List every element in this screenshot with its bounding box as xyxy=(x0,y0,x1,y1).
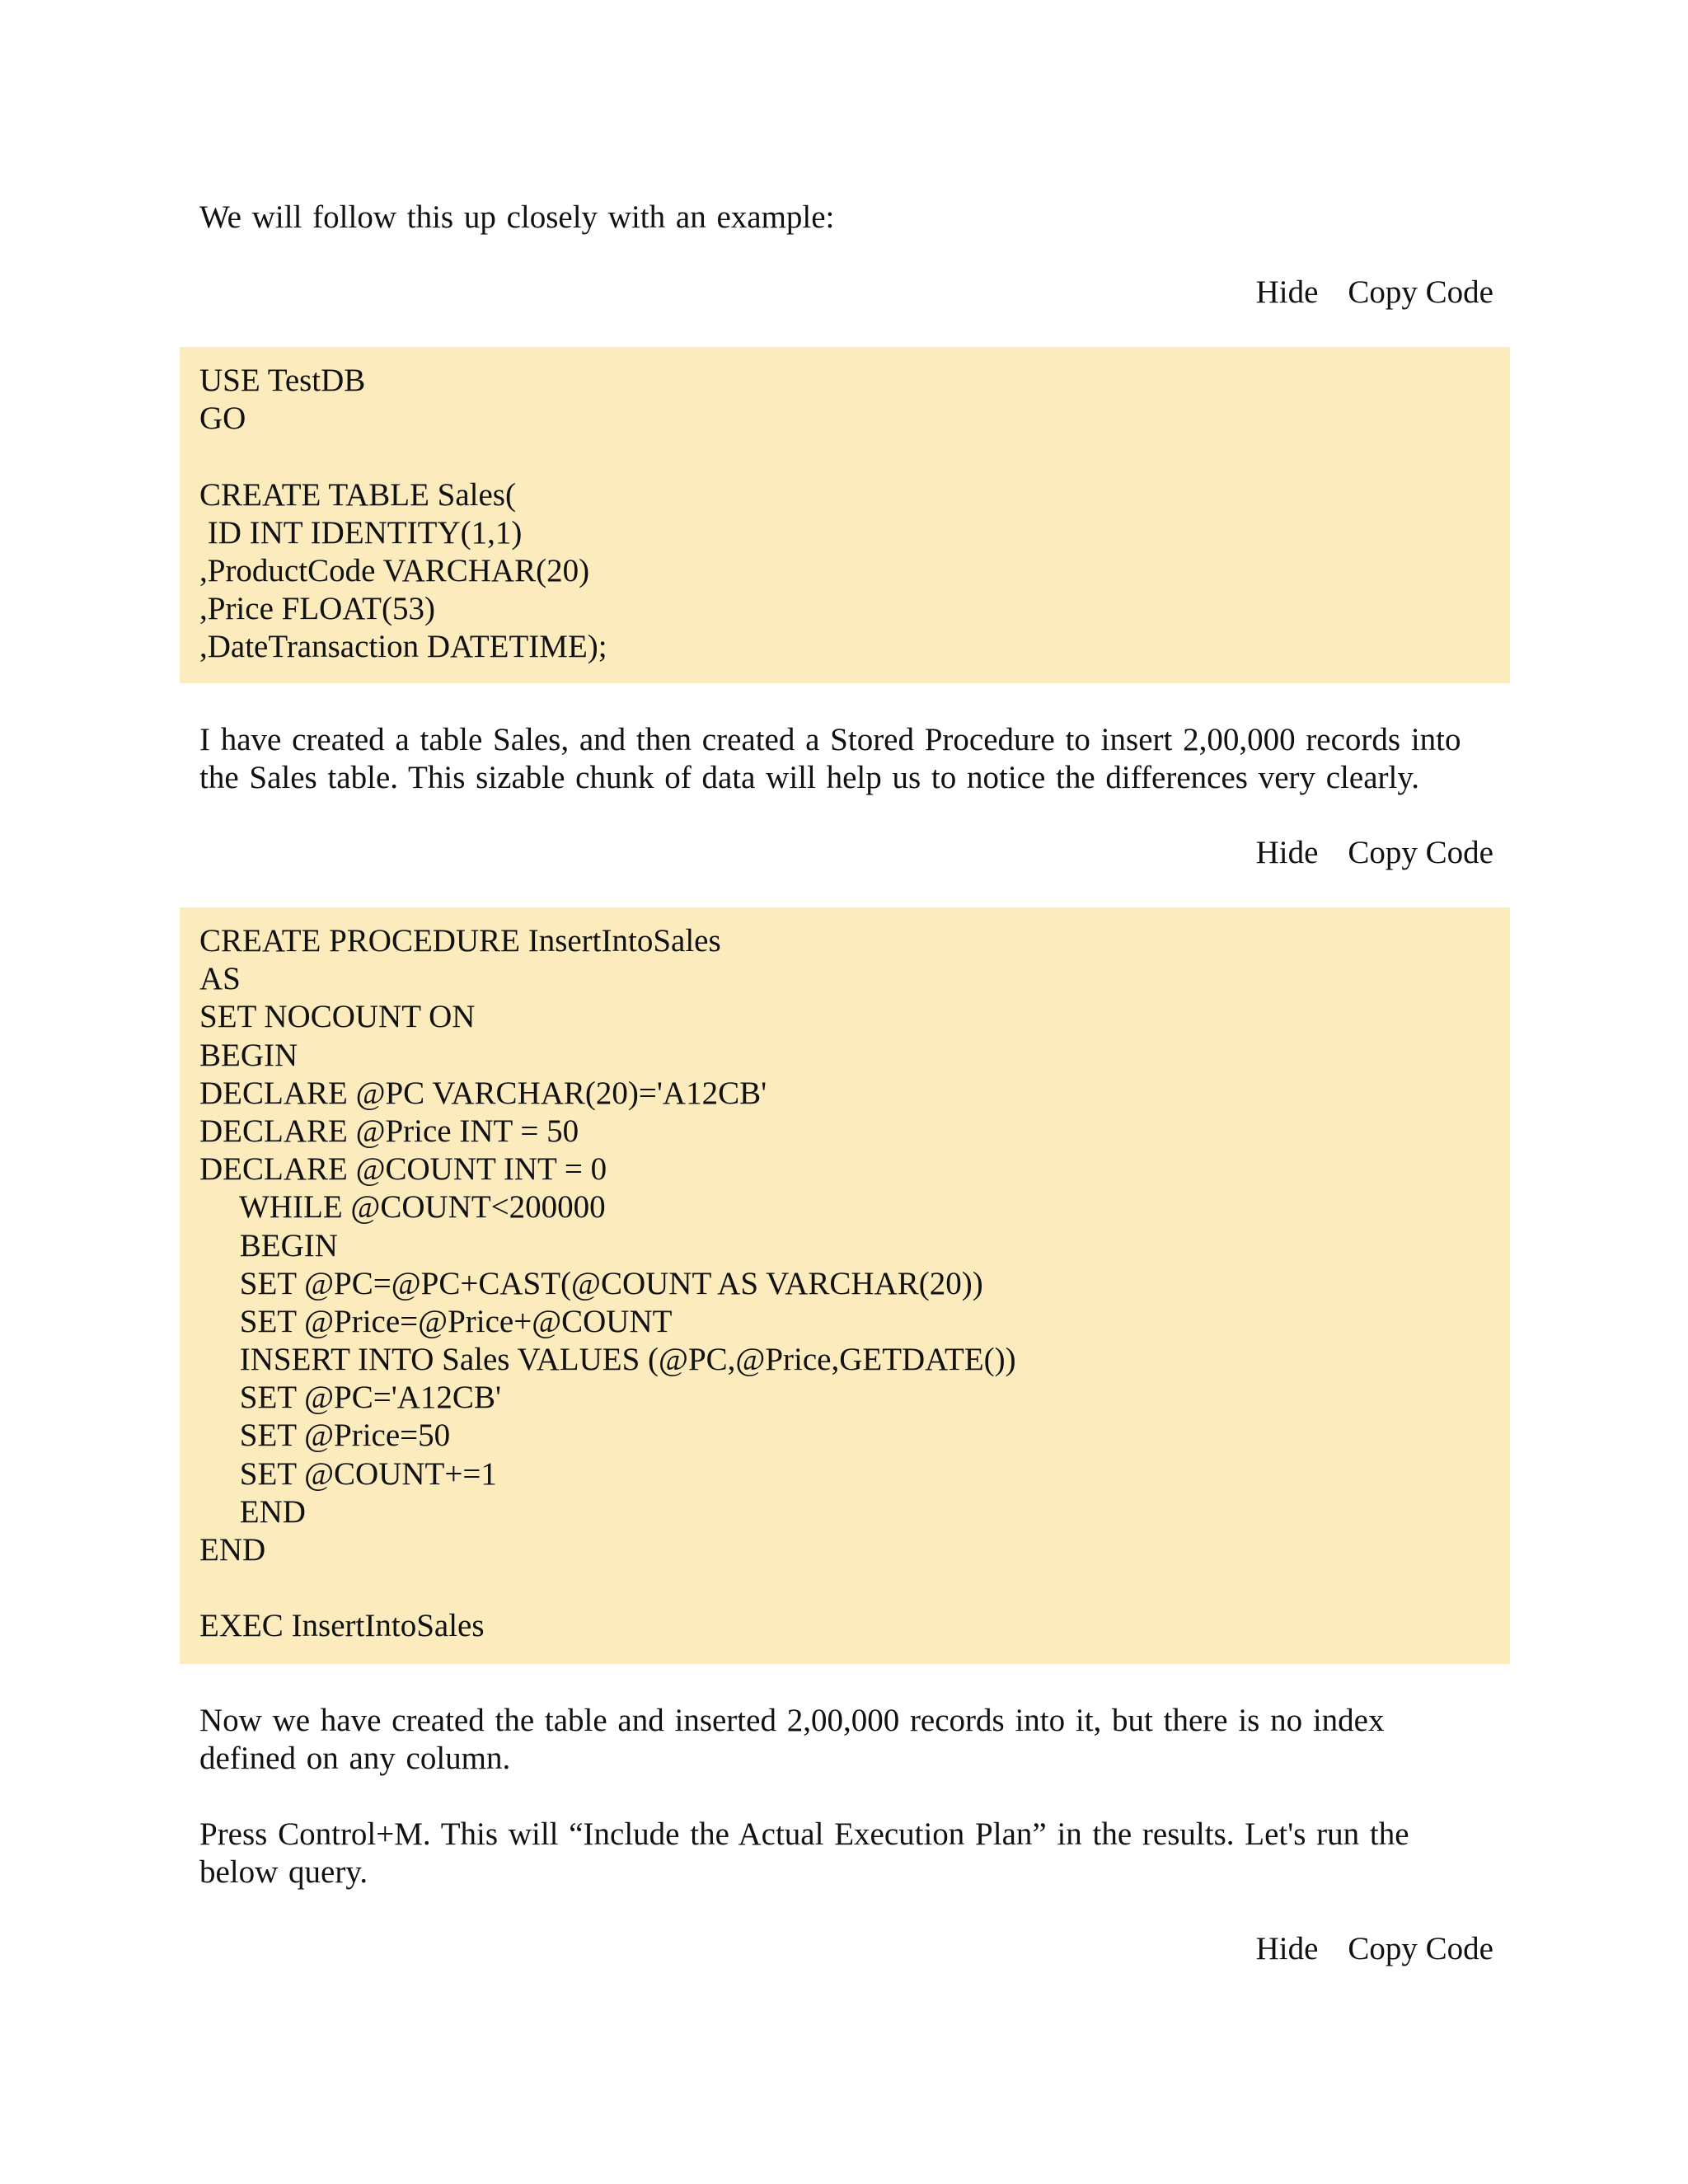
code-toolbar-1 xyxy=(1256,274,1493,312)
paragraph-control-m: Press Control+M. This will “Include the Actual Execution Plan” in the results. Let's run the below query. xyxy=(199,1816,1409,1890)
copy-code-button[interactable]: Copy Code xyxy=(1348,835,1493,870)
code-line: ,DateTransaction DATETIME); xyxy=(199,629,607,665)
code-line: GO xyxy=(199,401,246,437)
code-line: BEGIN xyxy=(199,1037,298,1073)
code-line: INSERT INTO Sales VALUES (@PC,@Price,GETDATE()) xyxy=(199,1342,1016,1378)
code-line: SET @COUNT+=1 xyxy=(199,1455,497,1492)
code-line: ID INT IDENTITY(1,1) xyxy=(199,514,523,551)
code-line: SET @Price=@Price+@COUNT xyxy=(199,1303,673,1339)
paragraph-no-index: Now we have created the table and inserted 2,00,000 records into it, but there is no index defined on any column. xyxy=(199,1703,1385,1776)
code-line: SET NOCOUNT ON xyxy=(199,999,476,1035)
code-line: DECLARE @PC VARCHAR(20)='A12CB' xyxy=(199,1075,767,1111)
intro-paragraph: We will follow this up closely with an example: xyxy=(199,199,835,235)
paragraph-sales-table: I have created a table Sales, and then created a Stored Procedure to insert 2,00,000 records into the Sales table. This sizable chunk of data will help us to notice the differences very clearly. xyxy=(199,722,1461,795)
code-line: END xyxy=(199,1493,306,1530)
code-line: CREATE PROCEDURE InsertIntoSales xyxy=(199,923,721,958)
code-line xyxy=(199,438,1490,476)
code-line xyxy=(199,1569,1490,1607)
code-line: USE TestDB xyxy=(199,363,366,398)
code-line: DECLARE @Price INT = 50 xyxy=(199,1113,579,1149)
code-line: ,ProductCode VARCHAR(20) xyxy=(199,552,590,588)
hide-button[interactable]: Hide xyxy=(1255,274,1319,310)
code-line: ,Price FLOAT(53) xyxy=(199,591,435,627)
code-block-procedure xyxy=(180,907,1510,1664)
code-block-create-table xyxy=(180,347,1510,683)
code-toolbar-3 xyxy=(1256,1930,1493,1968)
code-line: SET @PC='A12CB' xyxy=(199,1380,501,1416)
copy-code-button[interactable]: Copy Code xyxy=(1348,274,1493,310)
code-line: BEGIN xyxy=(199,1227,338,1263)
code-toolbar-2 xyxy=(1256,834,1493,872)
copy-code-button[interactable]: Copy Code xyxy=(1348,1931,1493,1966)
code-line: EXEC InsertIntoSales xyxy=(199,1608,485,1644)
code-line: END xyxy=(199,1532,266,1568)
code-line: SET @PC=@PC+CAST(@COUNT AS VARCHAR(20)) xyxy=(199,1265,983,1301)
code-line: CREATE TABLE Sales( xyxy=(199,476,516,513)
code-line: SET @Price=50 xyxy=(199,1418,451,1454)
hide-button[interactable]: Hide xyxy=(1255,1931,1319,1966)
code-line: DECLARE @COUNT INT = 0 xyxy=(199,1151,607,1188)
code-line: AS xyxy=(199,961,241,997)
code-line: WHILE @COUNT<200000 xyxy=(199,1189,606,1226)
hide-button[interactable]: Hide xyxy=(1255,835,1319,870)
